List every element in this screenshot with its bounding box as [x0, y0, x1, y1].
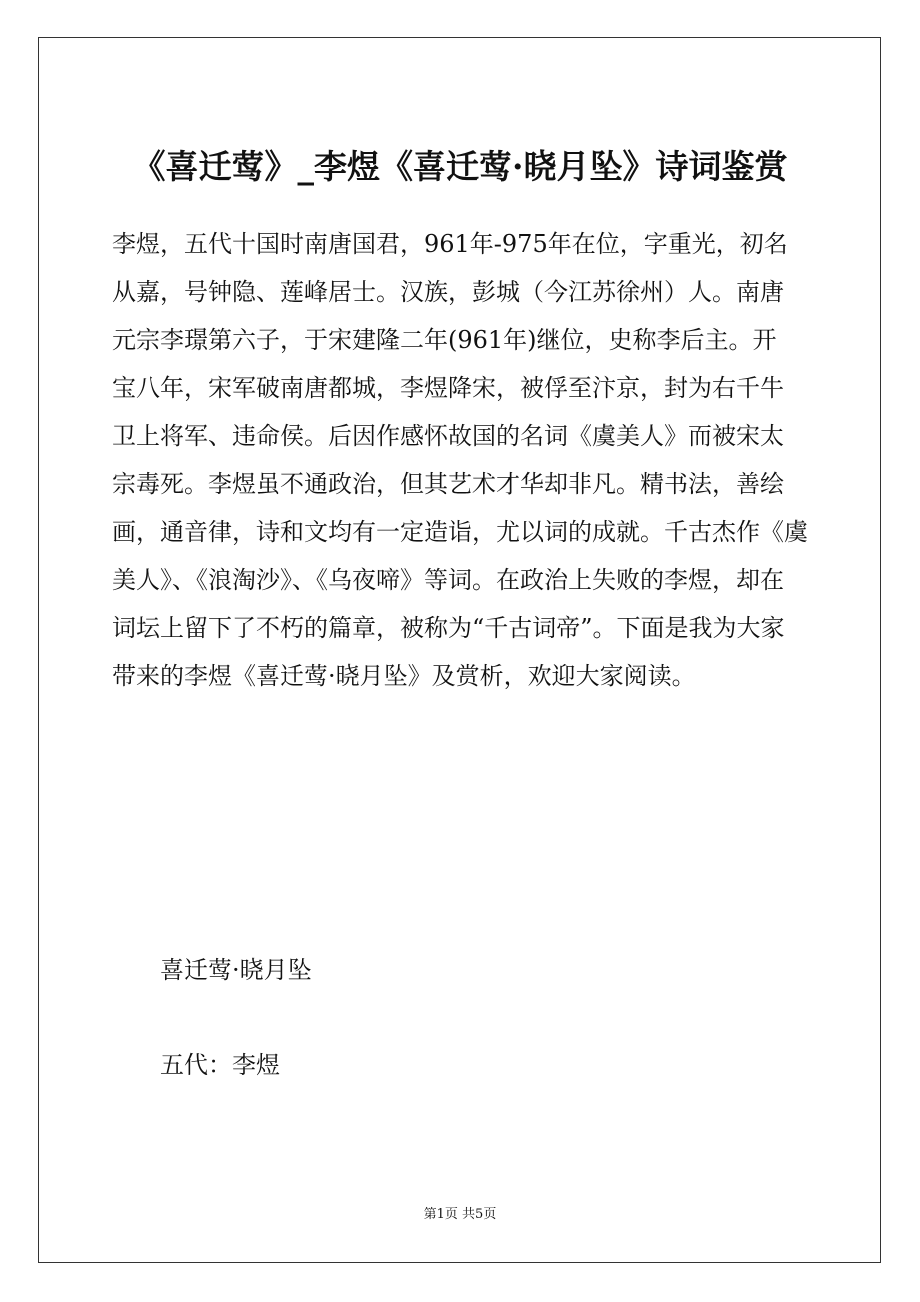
poem-title: 喜迁莺·晓月坠 [160, 956, 312, 984]
poem-author: 五代：李煜 [160, 1051, 280, 1079]
paragraph-line: 元宗李璟第六子，于宋建隆二年(961年)继位，史称李后主。开 [112, 326, 777, 354]
intro-paragraph [112, 220, 812, 700]
paragraph-line: 美人》、《浪淘沙》、《乌夜啼》等词。在政治上失败的李煜，却在 [112, 566, 784, 594]
page-number-footer: 第1页 共5页 [423, 1207, 497, 1222]
paragraph-line: 带来的李煜《喜迁莺·晓月坠》及赏析，欢迎大家阅读。 [112, 662, 696, 690]
paragraph-line: 词坛上留下了不朽的篇章，被称为“千古词帝”。下面是我为大家 [112, 614, 785, 642]
paragraph-line: 宝八年，宋军破南唐都城，李煜降宋，被俘至汴京，封为右千牛 [112, 374, 784, 402]
document-title: 《喜迁莺》_李煜《喜迁莺·晓月坠》诗词鉴赏 [132, 147, 788, 186]
paragraph-line: 画，通音律，诗和文均有一定造诣，尤以词的成就。千古杰作《虞 [112, 518, 808, 546]
paragraph-line: 李煜，五代十国时南唐国君，961年-975年在位，字重光，初名 [112, 230, 788, 258]
paragraph-line: 从嘉，号钟隐、莲峰居士。汉族，彭城（今江苏徐州）人。南唐 [112, 278, 784, 306]
paragraph-line: 宗毒死。李煜虽不通政治，但其艺术才华却非凡。精书法，善绘 [112, 470, 784, 498]
paragraph-line: 卫上将军、违命侯。后因作感怀故国的名词《虞美人》而被宋太 [112, 422, 784, 450]
